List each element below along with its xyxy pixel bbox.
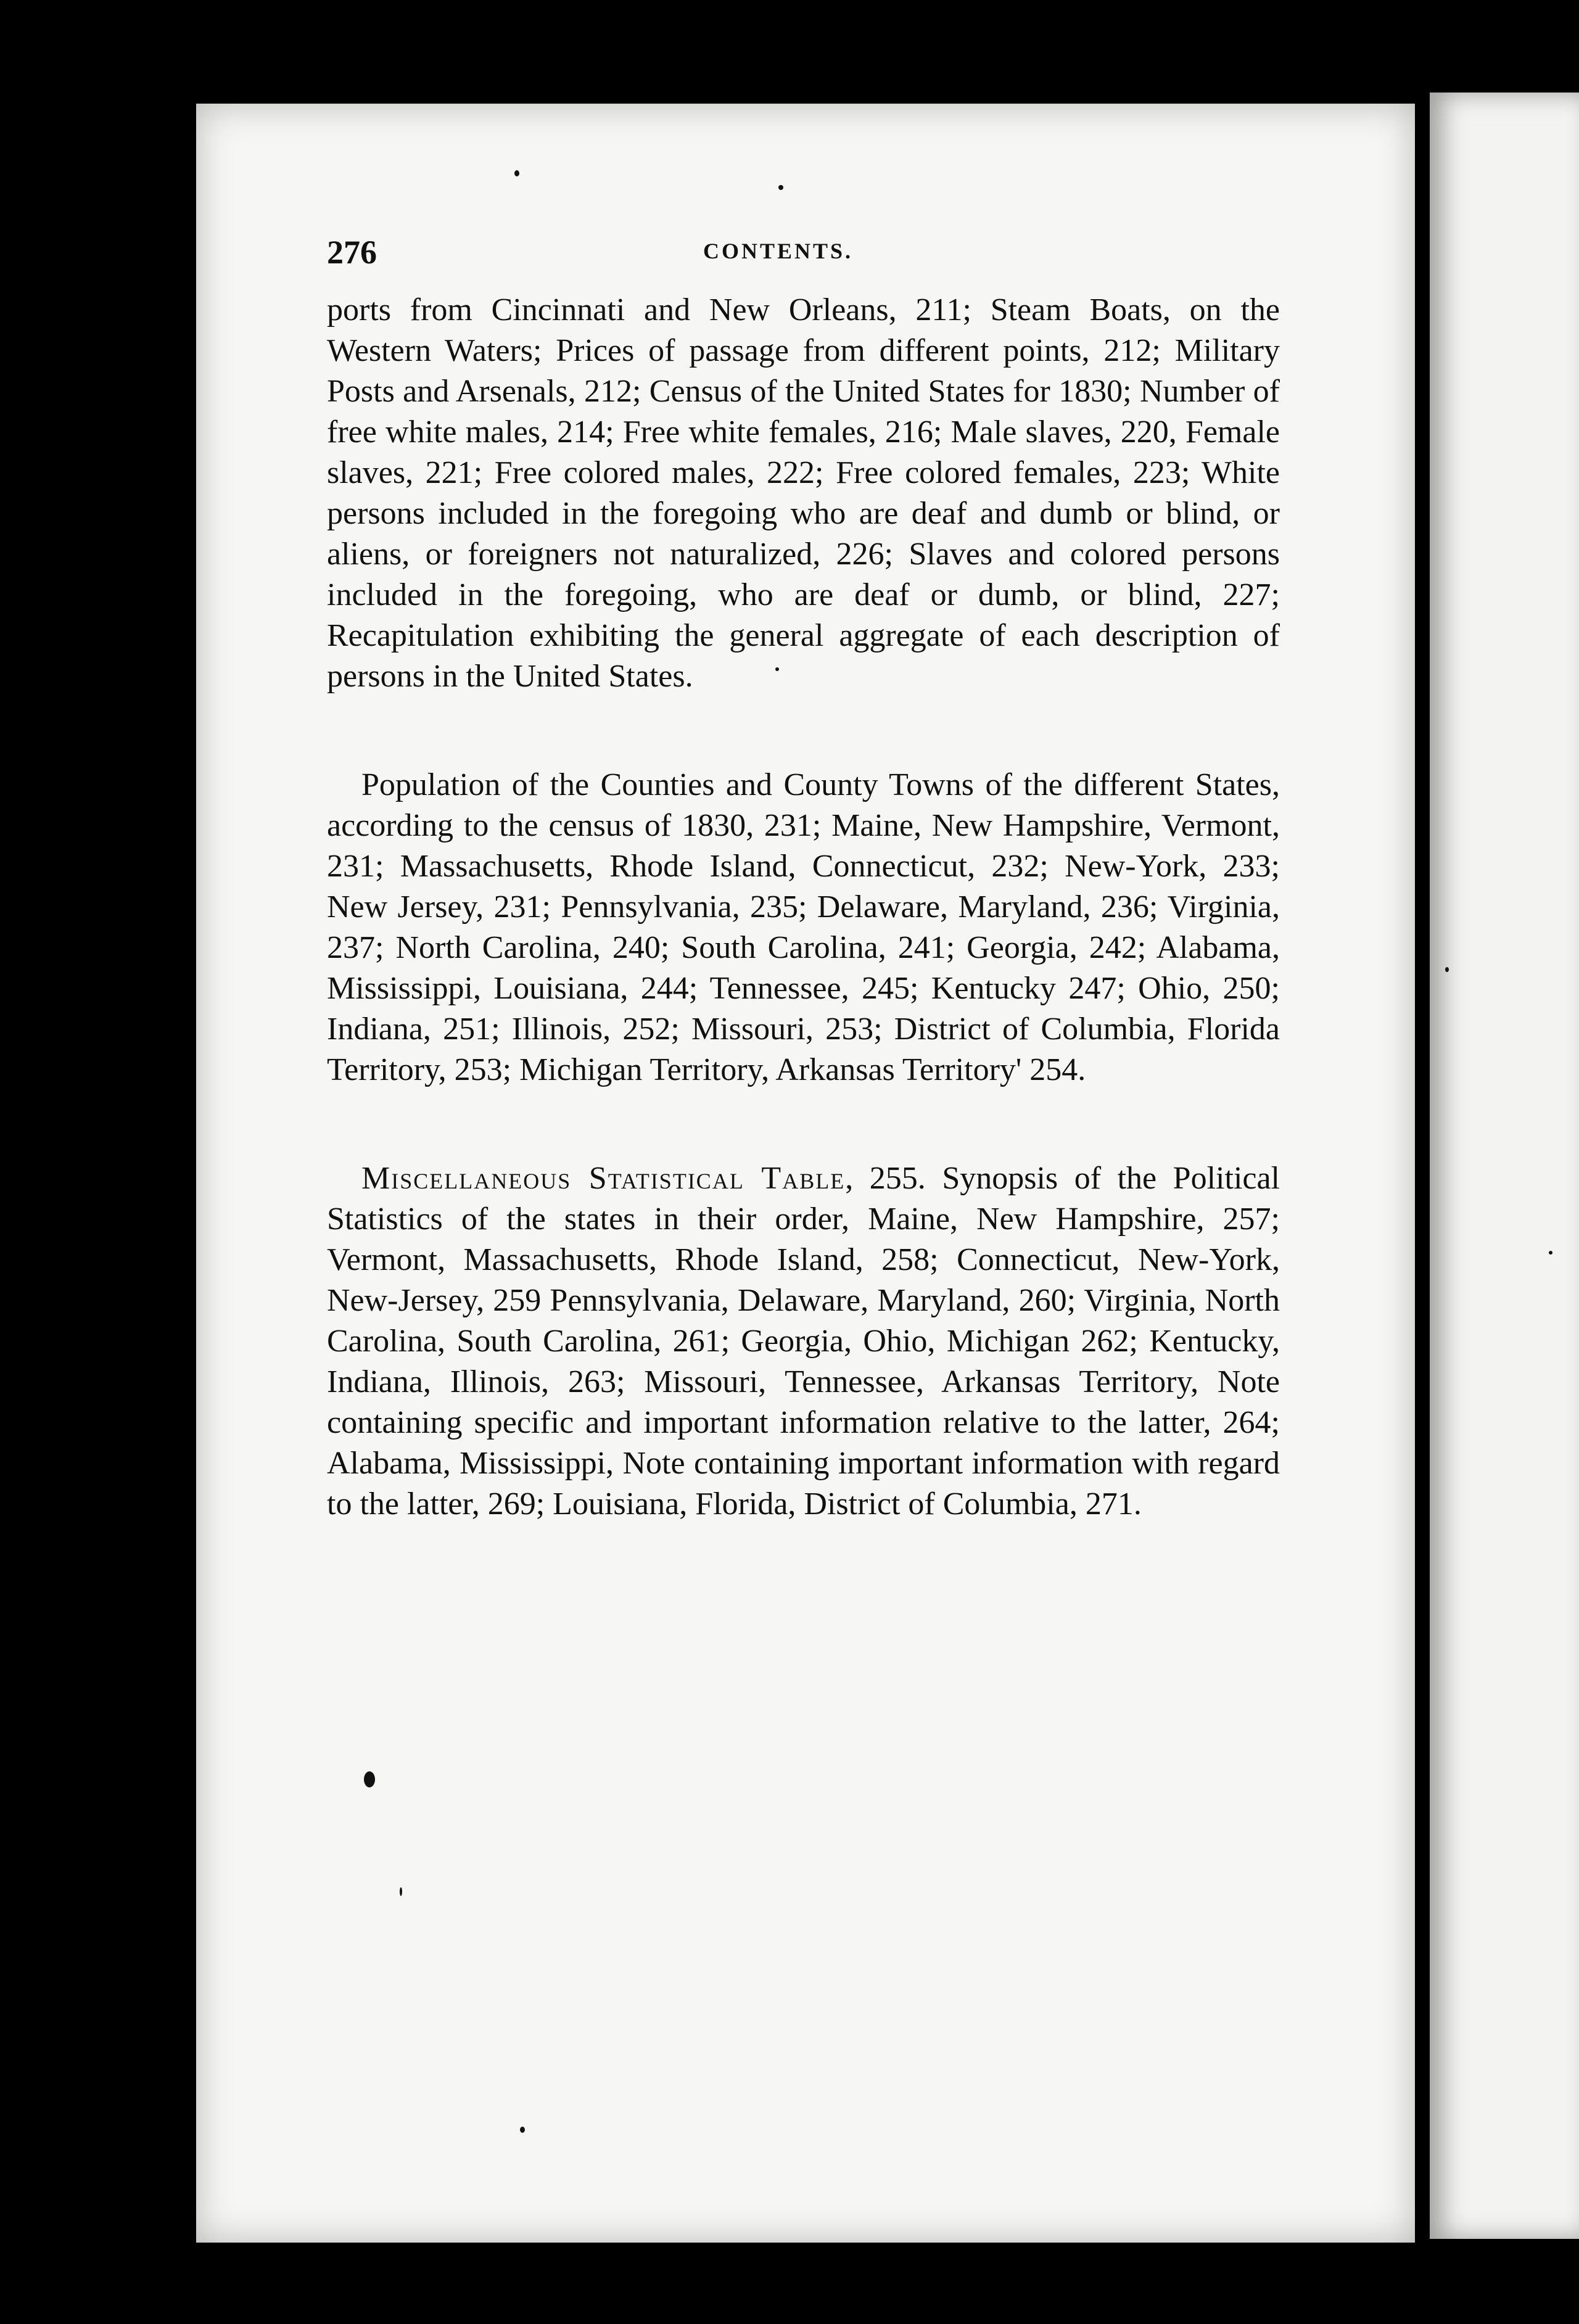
- scan-speck: [1445, 967, 1449, 972]
- page-gutter: [1415, 86, 1430, 2245]
- scan-speck: [514, 170, 519, 176]
- contents-paragraph: [327, 765, 1280, 1090]
- scan-speck: [1549, 1251, 1552, 1255]
- scan-speck: [520, 2127, 525, 2133]
- section-heading: Miscellaneous Statistical Table: [361, 1161, 846, 1196]
- scan-speck: [400, 1887, 402, 1896]
- scan-speck: [778, 185, 783, 190]
- contents-paragraph: [327, 1158, 1280, 1525]
- contents-paragraph: [327, 290, 1280, 697]
- scan-speck: [775, 667, 779, 671]
- paragraph-text: ports from Cincinnati and New Orleans, 211; Steam Boats, on the Western Waters; Prices of passage from different points, 212; Military Posts and Arsenals, 212; Census of the United States for 1830; Number of free white males, 214; Free white females, 216; Male slaves, 220, Female slaves, 221; Free colored males, 222; Free colored females, 223; White persons included in the foregoing who are deaf and dumb or blind, or aliens, or foreigners not naturalized, 226; Slaves and colored persons included in the foregoing, who are deaf or dumb, or blind, 227; Recapitulation exhibiting the general aggregate of each description of persons in the United States.: [327, 292, 1280, 694]
- page-number: 276: [327, 234, 377, 271]
- paragraph-text: Population of the Counties and County Towns of the different States, according to the census of 1830, 231; Maine, New Hampshire, Vermont, 231; Massachusetts, Rhode Island, Connecticut, 232; New-York, 233; New Jersey, 231; Pennsylvania, 235; Delaware, Maryland, 236; Virginia, 237; North Carolina, 240; South Carolina, 241; Georgia, 242; Alabama, Mississippi, Louisiana, 244; Tennessee, 245; Kentucky 247; Ohio, 250; Indiana, 251; Illinois, 252; Missouri, 253; District of Columbia, Florida Territory, 253; Michigan Territory, Arkansas Territory' 254.: [327, 767, 1280, 1087]
- contents-body: [327, 290, 1280, 1525]
- running-head: CONTENTS.: [703, 239, 854, 263]
- page-header: [327, 233, 1295, 282]
- paragraph-text: , 255. Synopsis of the Political Statistics of the states in their order, Maine, New Hampshire, 257; Vermont, Massachusetts, Rhode Island, 258; Connecticut, New-York, New-Jersey, 259 Pennsylvania, Delaware, Maryland, 260; Virginia, North Carolina, South Carolina, 261; Georgia, Ohio, Michigan 262; Kentucky, Indiana, Illinois, 263; Missouri, Tennessee, Arkansas Territory, Note containing specific and important information relative to the latter, 264; Alabama, Mississippi, Note containing important information with regard to the latter, 269; Louisiana, Florida, District of Columbia, 271.: [327, 1161, 1280, 1522]
- scan-speck: [364, 1771, 375, 1787]
- right-page-edge: [1430, 93, 1579, 2239]
